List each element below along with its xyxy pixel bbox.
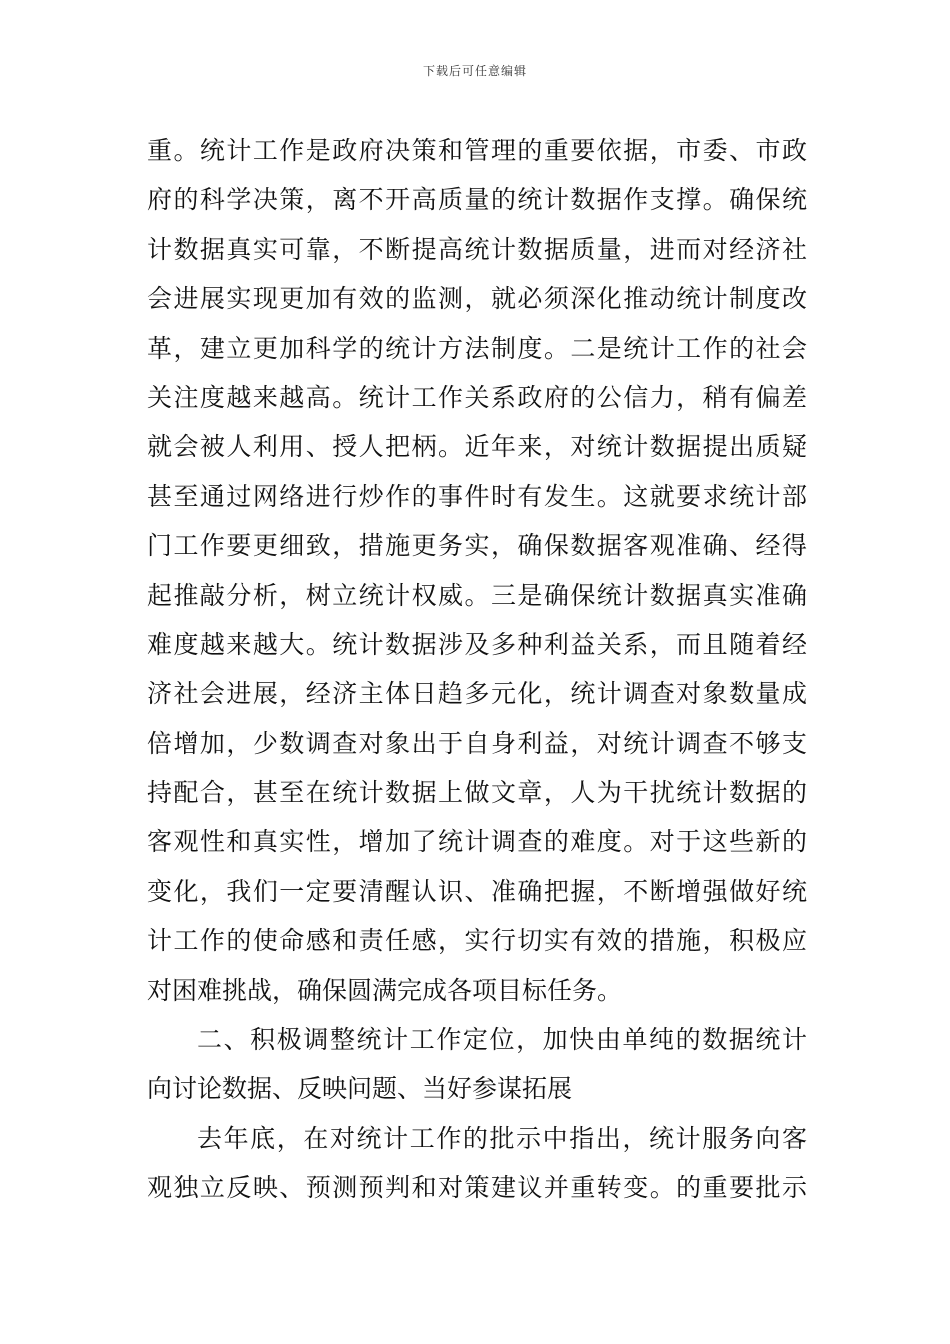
text-line: 计工作的使命感和责任感，实行切实有效的措施，积极应 — [147, 926, 807, 956]
text-line: 就会被人利用、授人把柄。近年来，对统计数据提出质疑 — [147, 432, 807, 462]
document-body — [147, 126, 807, 1213]
text-line: 起推敲分析，树立统计权威。三是确保统计数据真实准确 — [147, 580, 807, 610]
text-line: 会进展实现更加有效的监测，就必须深化推动统计制度改 — [147, 284, 807, 314]
text-line: 变化，我们一定要清醒认识、准确把握，不断增强做好统 — [147, 876, 807, 906]
text-line: 府的科学决策，离不开高质量的统计数据作支撑。确保统 — [147, 185, 807, 215]
text-line: 甚至通过网络进行炒作的事件时有发生。这就要求统计部 — [147, 481, 807, 511]
text-line: 客观性和真实性，增加了统计调查的难度。对于这些新的 — [147, 827, 807, 857]
text-line: 对困难挑战，确保圆满完成各项目标任务。 — [147, 975, 623, 1005]
text-line: 计数据真实可靠，不断提高统计数据质量，进而对经济社 — [147, 234, 807, 264]
text-line: 关注度越来越高。统计工作关系政府的公信力，稍有偏差 — [147, 382, 807, 412]
text-line: 济社会进展，经济主体日趋多元化，统计调查对象数量成 — [147, 679, 807, 709]
text-line: 门工作要更细致，措施更务实，确保数据客观准确、经得 — [147, 531, 807, 561]
text-line: 倍增加，少数调查对象出于自身利益，对统计调查不够支 — [147, 728, 807, 758]
page-header-note: 下载后可任意编辑 — [422, 64, 527, 78]
section-heading-line: 二、积极调整统计工作定位，加快由单纯的数据统计 — [197, 1025, 807, 1055]
text-line: 去年底，在对统计工作的批示中指出，统计服务向客 — [197, 1123, 807, 1153]
text-line: 难度越来越大。统计数据涉及多种利益关系，而且随着经 — [147, 629, 807, 659]
text-line: 重。统计工作是政府决策和管理的重要依据，市委、市政 — [147, 136, 807, 165]
section-heading-line: 向讨论数据、反映问题、当好参谋拓展 — [147, 1074, 573, 1104]
text-line: 革，建立更加科学的统计方法制度。二是统计工作的社会 — [147, 333, 807, 363]
text-line: 持配合，甚至在统计数据上做文章，人为干扰统计数据的 — [147, 778, 807, 808]
text-line: 观独立反映、预测预判和对策建议并重转变。的重要批示 — [147, 1173, 807, 1203]
